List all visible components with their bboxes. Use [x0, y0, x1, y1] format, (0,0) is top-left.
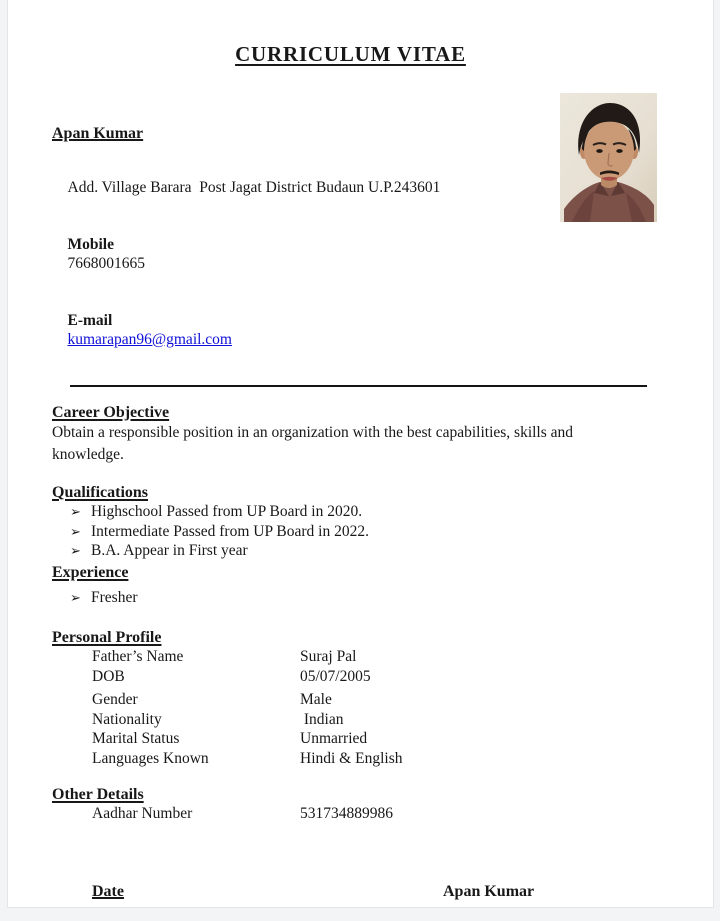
profile-label: Languages Known [92, 749, 209, 767]
qualification-item: ➢ Highschool Passed from UP Board in 2020. [70, 503, 363, 520]
section-heading-qualifications: Qualifications [52, 484, 149, 501]
arrow-bullet-icon: ➢ [70, 523, 81, 539]
profile-value: Indian [300, 710, 344, 728]
mobile-number: 7668001665 [67, 255, 145, 272]
experience-item: ➢ Fresher [70, 588, 138, 606]
profile-value: Male [300, 691, 332, 708]
profile-row-gender [52, 690, 649, 710]
profile-label: Marital Status [92, 730, 180, 747]
applicant-photo [560, 93, 657, 222]
email-label: E-mail [67, 312, 113, 329]
profile-label: DOB [92, 667, 125, 685]
profile-value: Unmarried [300, 730, 368, 747]
arrow-bullet-icon: ➢ [70, 543, 81, 558]
section-heading-personal-profile: Personal Profile [52, 629, 162, 646]
profile-row-dob [52, 667, 649, 687]
signature-row [52, 882, 649, 902]
header-separator [70, 385, 647, 387]
section-heading-career-objective: Career Objective [52, 404, 170, 421]
profile-value: 05/07/2005 [300, 667, 371, 685]
address-text: Add. Village Barara Post Jagat District Budaun U.P.243601 [67, 179, 441, 196]
detail-value: 531734889986 [300, 805, 393, 822]
email-line [52, 292, 649, 368]
cv-page [8, 0, 713, 907]
profile-label: Father’s Name [92, 648, 184, 665]
page-title: CURRICULUM VITAE [235, 42, 466, 66]
profile-label: Gender [92, 691, 138, 708]
section-heading-other-details: Other Details [52, 786, 144, 803]
date-label: Date [92, 882, 124, 900]
profile-value: Hindi & English [300, 749, 403, 767]
profile-row-marital-status [52, 729, 649, 749]
qualification-item: ➢ Intermediate Passed from UP Board in 2022. [70, 522, 369, 540]
mobile-label: Mobile [67, 236, 114, 253]
applicant-name-heading: Apan Kumar [52, 125, 144, 142]
signature-name: Apan Kumar [443, 882, 535, 900]
career-objective-text-line2: knowledge. [52, 445, 124, 463]
profile-row-languages [52, 749, 649, 769]
profile-row-fathers-name [52, 647, 649, 667]
section-heading-experience: Experience [52, 563, 129, 581]
detail-label: Aadhar Number [92, 805, 193, 822]
arrow-bullet-icon: ➢ [70, 589, 81, 605]
applicant-photo-image [560, 93, 657, 222]
detail-row-aadhar [52, 804, 649, 824]
career-objective-text-line1: Obtain a responsible position in an organization with the best capabilities, skills and [52, 424, 574, 441]
arrow-bullet-icon: ➢ [70, 504, 81, 519]
email-link[interactable]: kumarapan96@gmail.com [67, 331, 232, 348]
profile-value: Suraj Pal [300, 648, 357, 665]
profile-row-nationality [52, 710, 649, 730]
profile-label: Nationality [92, 710, 162, 728]
mobile-line [52, 216, 649, 292]
qualification-item: ➢ B.A. Appear in First year [70, 542, 248, 559]
